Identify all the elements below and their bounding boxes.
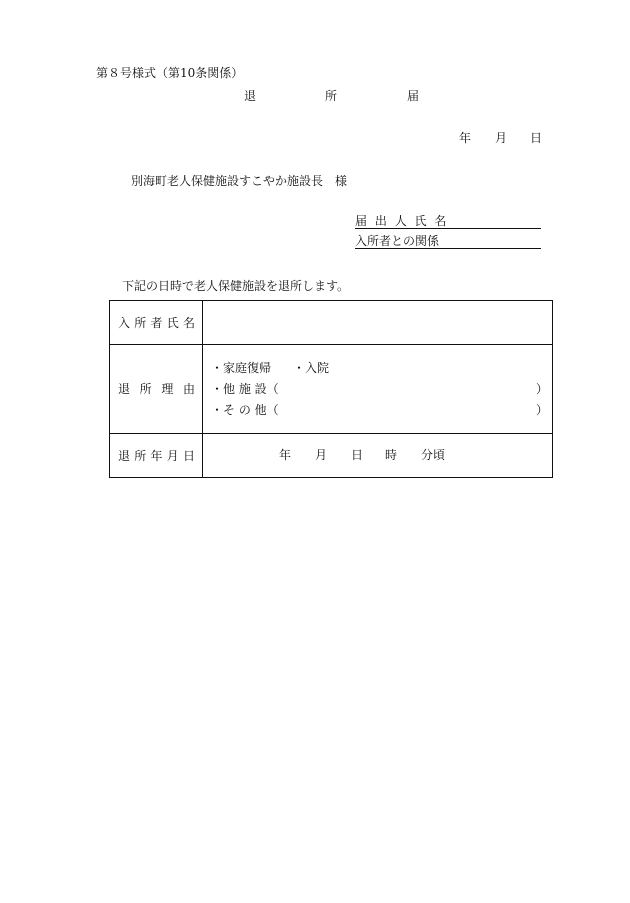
applicant-name-label [355,214,450,228]
applicant-name-field[interactable] [355,214,541,229]
option-other[interactable]: ・そ の 他（ [211,403,279,417]
label-char: 由 [182,382,195,396]
relationship-label: 入所者との関係 [355,234,440,248]
label-char: 氏 [414,214,427,228]
datetime-month: 月 [315,448,328,462]
label-char: 年 [150,448,163,463]
label-char: 月 [166,448,179,463]
label-char: 届 [355,214,368,228]
table-row [110,345,553,434]
datetime-day: 日 [351,448,364,462]
option-other-facility[interactable]: ・他 施 設（ [211,382,279,396]
date-day: 日 [530,131,543,145]
resident-name-label [110,301,203,345]
label-char: 入 [118,315,131,330]
label-char: 所 [134,448,147,463]
discharge-datetime-cell[interactable] [203,434,553,478]
table-row [110,434,553,478]
addressee: 別海町老人保健施設すこやか施設長 様 [131,174,348,188]
close-paren: ） [536,403,549,417]
submission-date [0,131,630,145]
discharge-date-label [110,434,203,478]
label-char: 出 [374,214,387,228]
table-row [110,301,553,345]
datetime-year: 年 [279,448,292,462]
datetime-hour: 時 [385,448,398,462]
label-char: 所 [134,315,147,330]
title-char-3: 届 [407,89,420,103]
label-char: 退 [118,382,131,396]
label-char: 退 [118,448,131,463]
close-paren: ） [536,382,549,396]
label-char: 者 [150,315,163,330]
date-month: 月 [495,131,508,145]
label-char: 日 [182,448,195,463]
title-char-1: 退 [244,89,257,103]
option-home[interactable]: ・家庭復帰 [211,361,272,375]
form-number: 第８号様式（第10条関係） [96,66,244,80]
document-title [0,89,630,103]
relationship-field[interactable] [355,234,541,249]
date-year: 年 [459,131,472,145]
resident-name-cell[interactable] [203,301,553,345]
title-char-2: 所 [325,89,338,103]
reason-label [110,345,203,434]
label-char: 理 [161,382,174,396]
option-hospital[interactable]: ・入院 [293,361,330,375]
label-char: 名 [434,214,447,228]
label-char: 人 [394,214,407,228]
label-char: 所 [139,382,152,396]
label-char: 名 [182,315,195,330]
reason-cell [203,345,553,434]
discharge-form-table [109,300,553,478]
intro-statement: 下記の日時で老人保健施設を退所します。 [122,279,350,293]
label-char: 氏 [166,315,179,330]
datetime-minute: 分頃 [421,448,446,462]
